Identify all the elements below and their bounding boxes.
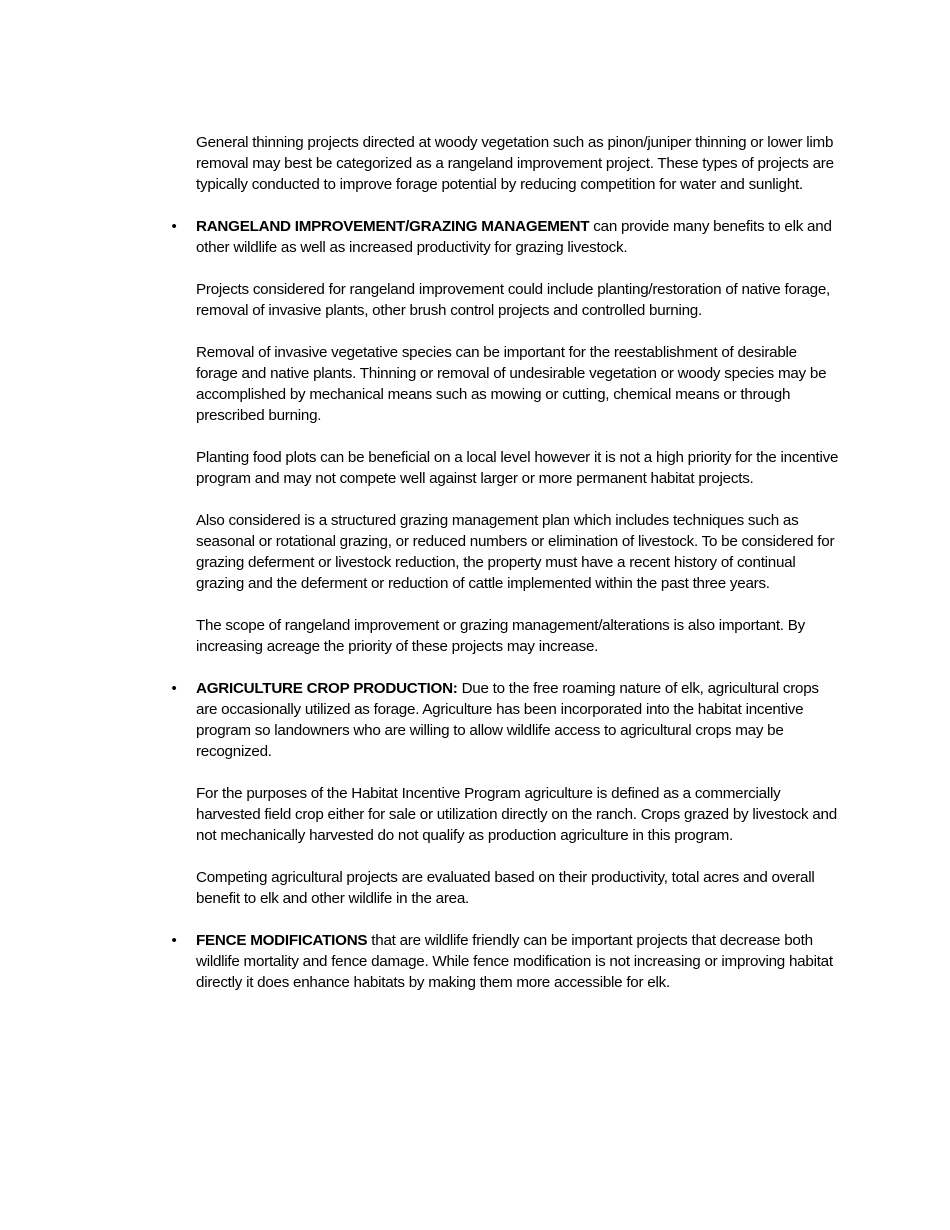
bullet-icon: • bbox=[171, 218, 177, 235]
paragraph-agriculture-evaluation: Competing agricultural projects are evaluated based on their productivity, total acres and overall benefit to elk and other wildlife in the area. bbox=[196, 869, 815, 907]
bullet-icon: • bbox=[171, 932, 177, 949]
section-heading-agriculture: AGRICULTURE CROP PRODUCTION: bbox=[196, 680, 458, 697]
section-heading-fence: FENCE MODIFICATIONS bbox=[196, 932, 368, 949]
section-heading-rangeland: RANGELAND IMPROVEMENT/GRAZING MANAGEMENT bbox=[196, 218, 590, 235]
paragraph-agriculture-definition: For the purposes of the Habitat Incentive Program agriculture is defined as a commercially harvested field crop either for sale or utilization directly on the ranch. Crops grazed by livestock and not mechanically harvested do not qualify as production agriculture in this program. bbox=[196, 785, 837, 844]
bullet-item-fence bbox=[171, 930, 842, 993]
bullet-icon: • bbox=[171, 680, 177, 697]
paragraph-invasive-species: Removal of invasive vegetative species can be important for the reestablishment of desirable forage and native plants. Thinning or removal of undesirable vegetation or woody species may be accomplished by mechanical means such as mowing or cutting, chemical means or through prescribed burning. bbox=[196, 344, 827, 424]
bullet-item-rangeland bbox=[171, 216, 842, 258]
section-lead-text: that are wildlife friendly can be important projects that decrease both wildlife mortality and fence damage. While fence modification is not increasing or improving habitat directly it does enhance habitats by making them more accessible for elk. bbox=[196, 932, 833, 991]
paragraph-rangeland-projects: Projects considered for rangeland improvement could include planting/restoration of native forage, removal of invasive plants, other brush control projects and controlled burning. bbox=[196, 281, 831, 319]
paragraph-grazing-plan: Also considered is a structured grazing management plan which includes techniques such as seasonal or rotational grazing, or reduced numbers or elimination of livestock. To be considered for grazing deferment or livestock reduction, the property must have a recent history of continual grazing and the deferment or reduction of cattle implemented within the past three years. bbox=[196, 512, 835, 592]
intro-paragraph: General thinning projects directed at woody vegetation such as pinon/juniper thinning or lower limb removal may best be categorized as a rangeland improvement project. These types of projects are typically conducted to improve forage potential by reducing competition for water and sunlight. bbox=[196, 134, 834, 193]
section-lead-text: can provide many benefits to elk and other wildlife as well as increased productivity for grazing livestock. bbox=[196, 218, 832, 256]
bullet-item-agriculture bbox=[171, 678, 842, 762]
section-lead-text: Due to the free roaming nature of elk, agricultural crops are occasionally utilized as forage. Agriculture has been incorporated into the habitat incentive program so landowners who are willing to allow wildlife access to agricultural crops may be recognized. bbox=[196, 680, 819, 760]
paragraph-scope: The scope of rangeland improvement or grazing management/alterations is also important. By increasing acreage the priority of these projects may increase. bbox=[196, 617, 805, 655]
document-body bbox=[171, 132, 842, 1014]
paragraph-food-plots: Planting food plots can be beneficial on a local level however it is not a high priority for the incentive program and may not compete well against larger or more permanent habitat projects. bbox=[196, 449, 839, 487]
